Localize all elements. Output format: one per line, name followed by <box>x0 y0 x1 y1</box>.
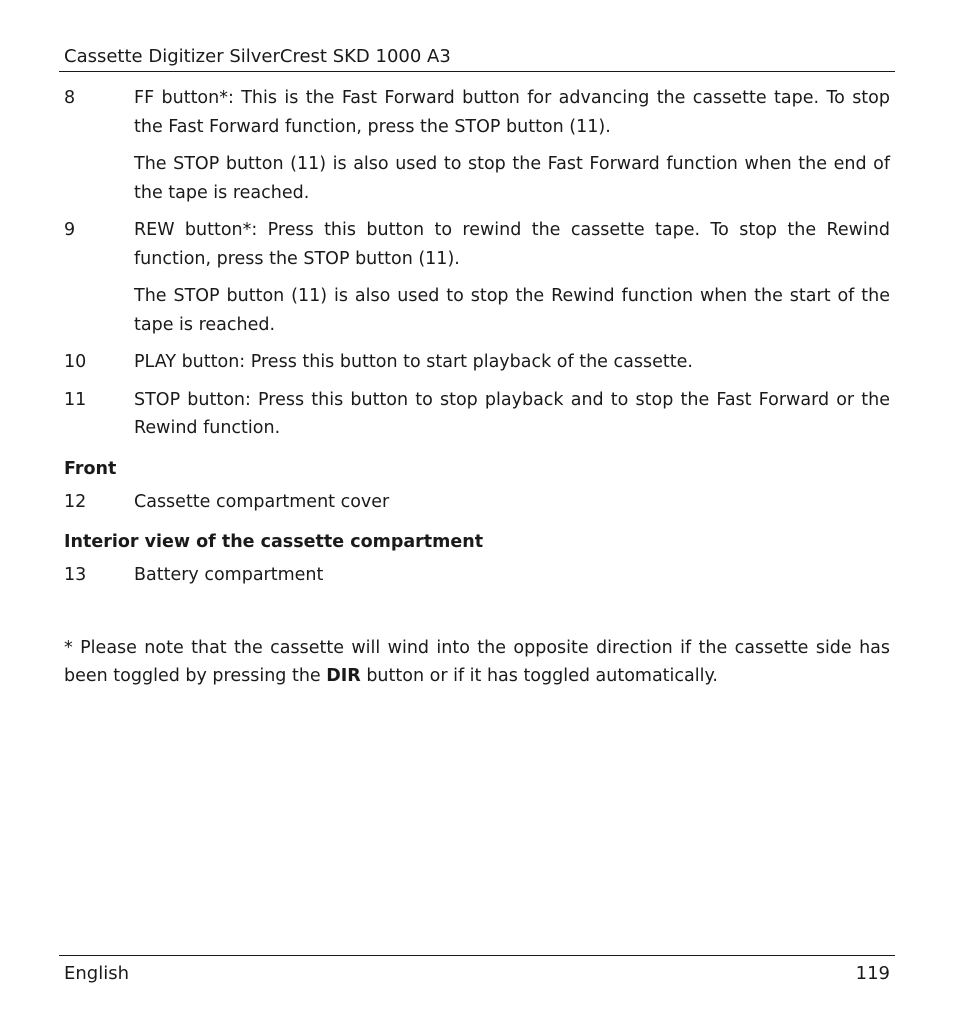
list-item <box>64 216 890 339</box>
footnote-text: * Please note that the cassette will wind into the opposite direction if the cassette side has been toggled by pressing the <box>64 637 890 686</box>
section-heading-front: Front <box>64 458 117 479</box>
item-number: 11 <box>64 389 87 410</box>
list-item <box>64 561 890 590</box>
item-description <box>134 348 890 377</box>
footnote <box>64 634 890 691</box>
item-description: Battery compartment <box>134 565 324 585</box>
item-paragraph: FF button*: This is the Fast Forward button for advancing the cassette tape. To stop the Fast Forward function, press the STOP button (11). <box>134 88 890 137</box>
list-item <box>64 386 890 443</box>
item-paragraph: PLAY button: Press this button to start playback of the cassette. <box>134 352 693 372</box>
item-paragraph: The STOP button (11) is also used to stop the Rewind function when the start of the tape is reached. <box>134 286 890 335</box>
item-number: 12 <box>64 491 87 512</box>
section-heading-interior: Interior view of the cassette compartment <box>64 532 484 552</box>
item-description: Cassette compartment cover <box>134 491 390 512</box>
item-number: 13 <box>64 565 87 585</box>
footnote-dir-label: DIR <box>326 666 361 686</box>
footer-rule <box>59 955 895 956</box>
item-number: 8 <box>64 88 76 108</box>
page-content <box>64 84 890 691</box>
running-header: Cassette Digitizer SilverCrest SKD 1000 A3 <box>64 46 451 67</box>
item-description <box>134 386 890 443</box>
list-item <box>64 488 890 517</box>
item-description <box>134 216 890 339</box>
page-number: 119 <box>855 963 890 984</box>
item-paragraph: The STOP button (11) is also used to stop the Fast Forward function when the end of the tape is reached. <box>134 154 890 203</box>
footer-language: English <box>64 963 129 984</box>
list-item <box>64 84 890 207</box>
footnote-text-end: button or if it has toggled automatically. <box>360 666 718 686</box>
item-paragraph: REW button*: Press this button to rewind the cassette tape. To stop the Rewind function, press the STOP button (11). <box>134 220 890 269</box>
item-paragraph: STOP button: Press this button to stop playback and to stop the Fast Forward or the Rewind function. <box>134 389 890 438</box>
header-rule <box>59 71 895 72</box>
item-description <box>134 84 890 207</box>
item-number: 10 <box>64 352 87 372</box>
item-number: 9 <box>64 220 76 240</box>
list-item <box>64 348 890 377</box>
